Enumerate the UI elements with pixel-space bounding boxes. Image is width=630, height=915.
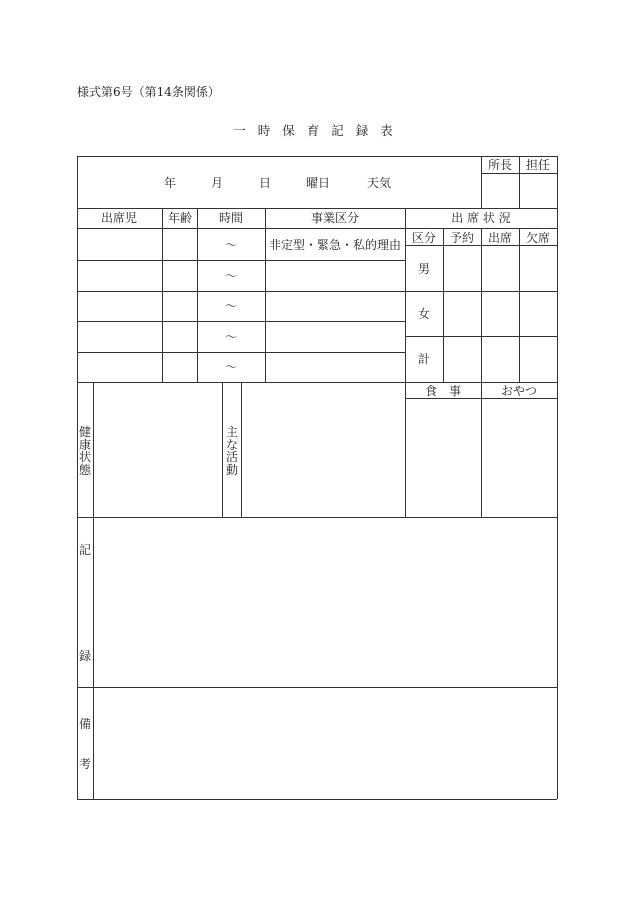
year-label: 年 [163,176,177,190]
form-title: 一 時 保 育 記 録 表 [233,123,397,138]
time-separator: ～ [224,330,238,344]
director-stamp-label: 所長 [487,158,513,172]
service-type-column-header: 事業区分 [310,211,360,225]
attendance-row-male: 男 [417,262,431,276]
attendance-row-female: 女 [417,307,431,321]
attendee-column-header: 出席児 [100,211,138,225]
time-separator: ～ [224,360,238,374]
record-label-top: 記 [78,543,92,557]
attendance-status-header: 出 席 状 況 [451,211,511,225]
meal-column-header: 食 事 [424,384,462,398]
time-separator: ～ [224,299,238,313]
remarks-label-bottom: 考 [78,757,92,771]
age-column-header: 年齢 [167,211,193,225]
time-separator: ～ [224,269,238,283]
service-type-options: 非定型・緊急・私的理由 [268,238,402,252]
record-label-bottom: 録 [78,649,92,663]
in-charge-stamp-label: 担任 [525,158,551,172]
attendance-row-total: 計 [417,352,431,366]
remarks-label-top: 備 [78,717,92,731]
time-column-header: 時間 [218,211,244,225]
reserved-column-header: 予約 [449,231,475,245]
category-column-header: 区分 [411,231,437,245]
health-status-label: 健 康 状 態 [78,425,91,477]
weather-label: 天気 [366,176,392,190]
snack-column-header: おやつ [500,384,538,398]
absent-column-header: 欠席 [525,231,551,245]
day-label: 日 [258,176,272,190]
month-label: 月 [210,176,224,190]
main-activity-label: 主 な 活 動 [225,425,238,477]
weekday-label: 曜日 [305,176,331,190]
time-separator: ～ [224,238,238,252]
present-column-header: 出席 [487,231,513,245]
form-number-label: 様式第6号（第14条関係） [77,85,220,99]
